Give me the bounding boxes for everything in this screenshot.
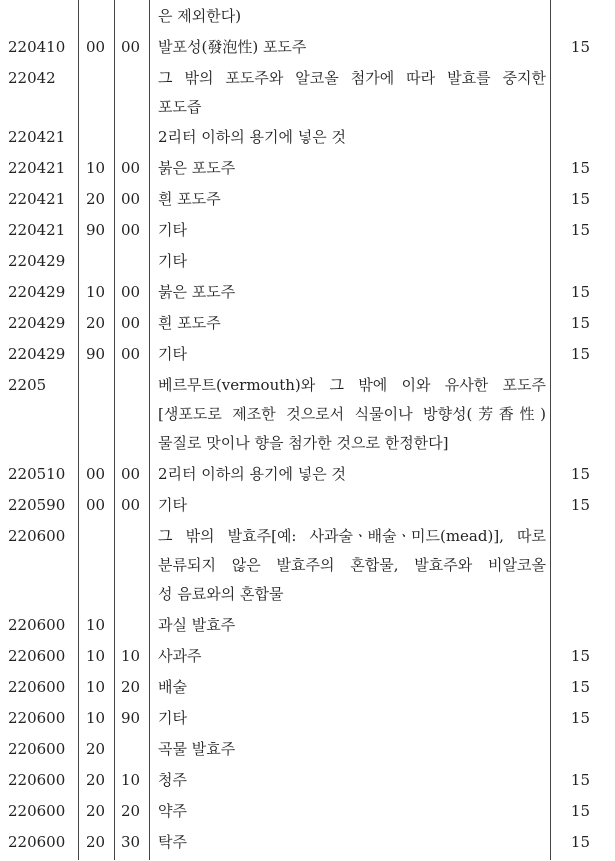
hs-code: 22042 [8,69,56,87]
hs-code: 220421 [8,221,66,239]
sub-code-1: 20 [86,771,106,789]
description-line: 곡물 발효주 [158,740,236,758]
item-description [158,37,546,66]
hs-code: 220600 [8,616,66,634]
hs-code: 220429 [8,345,66,363]
tariff-rate: 15 [570,647,590,665]
description-line: 기타 [158,709,187,727]
item-description [158,526,546,613]
description-line: 흰 포도주 [158,314,221,332]
description-line: 발포성(發泡性) 포도주 [158,38,307,56]
hs-code: 220410 [8,38,66,56]
description-line: 그 밖의 발효주[예: 사과술ㆍ배술ㆍ미드(mead)], 따로 [158,527,546,545]
description-line: 포도즙 [158,98,202,116]
tariff-rate: 15 [570,709,590,727]
sub-code-1: 10 [86,678,106,696]
description-line: 2리터 이하의 용기에 넣은 것 [158,128,347,146]
tariff-rate: 15 [570,833,590,851]
tariff-rate: 15 [570,678,590,696]
sub-code-1: 20 [86,314,106,332]
item-description [158,68,546,126]
item-description [158,282,546,311]
sub-code-2: 90 [121,709,141,727]
sub-code-2: 00 [121,38,141,56]
sub-code-2: 00 [121,314,141,332]
sub-code-2: 20 [121,802,141,820]
description-line: [생포도로 제조한 것으로서 식물이나 방향성(芳香性) [158,405,546,423]
item-description [158,313,546,342]
hs-code: 220421 [8,128,66,146]
description-line: 탁주 [158,833,187,851]
item-description [158,708,546,737]
sub-code-1: 10 [86,283,106,301]
sub-code-2: 00 [121,221,141,239]
tariff-rate: 15 [570,159,590,177]
sub-code-2: 00 [121,190,141,208]
hs-code: 220421 [8,190,66,208]
item-description [158,6,546,35]
hs-code: 220600 [8,771,66,789]
item-description [158,832,546,861]
sub-code-1: 20 [86,190,106,208]
sub-code-1: 00 [86,496,106,514]
hs-code: 220600 [8,833,66,851]
item-description [158,375,546,462]
item-description [158,220,546,249]
description-line: 흰 포도주 [158,190,221,208]
hs-code: 2205 [8,376,47,394]
sub-code-1: 10 [86,159,106,177]
column-divider [114,0,115,860]
hs-code: 220600 [8,802,66,820]
sub-code-2: 10 [121,771,141,789]
description-line: 물질로 맛이나 향을 첨가한 것으로 한정한다] [158,434,449,452]
hs-code: 220600 [8,647,66,665]
sub-code-1: 20 [86,740,106,758]
tariff-rate: 15 [570,38,590,56]
tariff-rate: 15 [570,771,590,789]
description-line: 성 음료와의 혼합물 [158,585,284,603]
description-line: 기타 [158,221,187,239]
tariff-rate: 15 [570,221,590,239]
sub-code-2: 00 [121,283,141,301]
item-description [158,770,546,799]
description-line: 2리터 이하의 용기에 넣은 것 [158,465,347,483]
description-line: 은 제외한다) [158,7,242,25]
item-description [158,495,546,524]
item-description [158,158,546,187]
item-description [158,189,546,218]
sub-code-2: 10 [121,647,141,665]
hs-code: 220429 [8,314,66,332]
sub-code-2: 00 [121,345,141,363]
item-description [158,739,546,768]
column-divider [78,0,79,860]
sub-code-1: 10 [86,647,106,665]
hs-code: 220600 [8,527,66,545]
hs-code: 220429 [8,252,66,270]
hs-code: 220429 [8,283,66,301]
item-description [158,677,546,706]
description-line: 그 밖의 포도주와 알코올 첨가에 따라 발효를 중지한 [158,69,546,87]
description-line: 기타 [158,496,187,514]
hs-code: 220421 [8,159,66,177]
sub-code-1: 20 [86,802,106,820]
hs-code: 220590 [8,496,66,514]
sub-code-2: 00 [121,496,141,514]
description-line: 배술 [158,678,187,696]
description-line: 붉은 포도주 [158,283,236,301]
description-line: 과실 발효주 [158,616,236,634]
sub-code-1: 10 [86,616,106,634]
hs-code: 220510 [8,465,66,483]
tariff-rate: 15 [570,314,590,332]
description-line: 약주 [158,802,187,820]
sub-code-1: 90 [86,221,106,239]
column-divider [550,0,551,860]
sub-code-2: 20 [121,678,141,696]
hs-code: 220600 [8,678,66,696]
description-line: 분류되지 않은 발효주의 혼합물, 발효주와 비알코올 [158,556,546,574]
tariff-rate: 15 [570,496,590,514]
sub-code-1: 20 [86,833,106,851]
sub-code-1: 00 [86,465,106,483]
description-line: 베르무트(vermouth)와 그 밖에 이와 유사한 포도주 [158,376,546,394]
tariff-rate: 15 [570,190,590,208]
description-line: 기타 [158,252,187,270]
description-line: 청주 [158,771,187,789]
sub-code-2: 00 [121,465,141,483]
description-line: 사과주 [158,647,202,665]
sub-code-2: 00 [121,159,141,177]
column-divider [149,0,150,860]
sub-code-1: 10 [86,709,106,727]
sub-code-1: 00 [86,38,106,56]
item-description [158,127,546,156]
tariff-rate: 15 [570,345,590,363]
tariff-rate: 15 [570,802,590,820]
item-description [158,615,546,644]
tariff-rate: 15 [570,465,590,483]
item-description [158,646,546,675]
description-line: 기타 [158,345,187,363]
hs-code: 220600 [8,709,66,727]
item-description [158,801,546,830]
item-description [158,464,546,493]
item-description [158,251,546,280]
description-line: 붉은 포도주 [158,159,236,177]
sub-code-2: 30 [121,833,141,851]
sub-code-1: 90 [86,345,106,363]
hs-code: 220600 [8,740,66,758]
item-description [158,344,546,373]
tariff-rate: 15 [570,283,590,301]
